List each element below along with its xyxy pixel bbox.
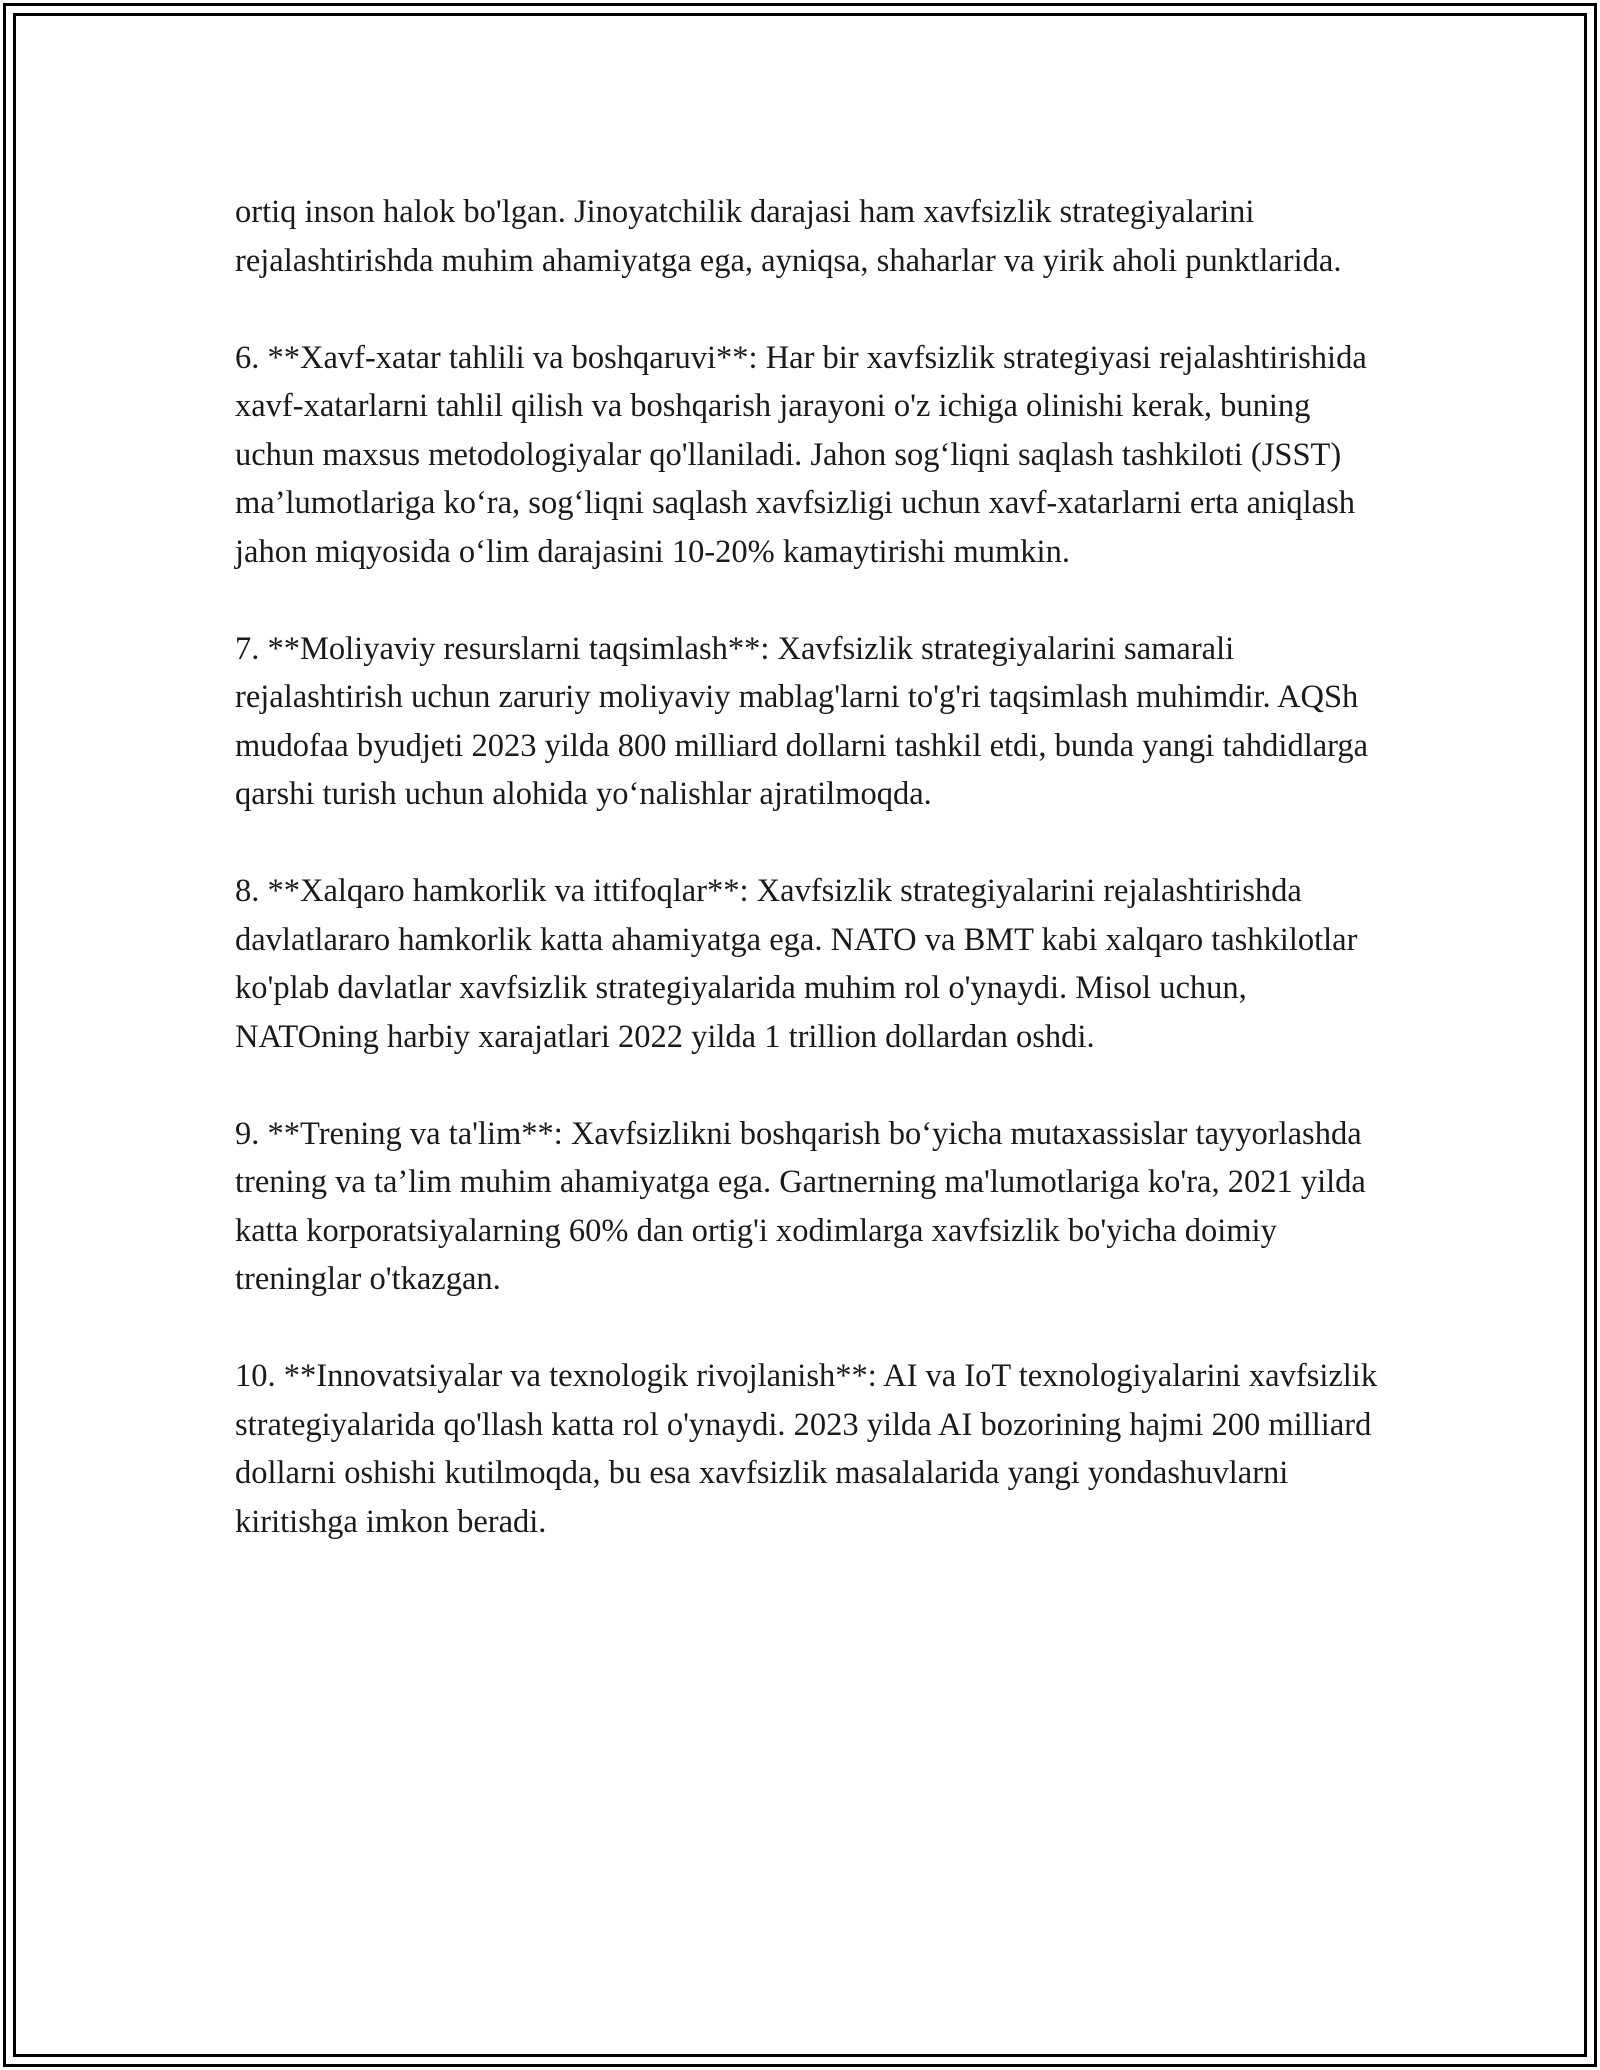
paragraph-item-9: 9. **Trening va ta'lim**: Xavfsizlikni boshqarish bo‘yicha mutaxassislar tayyorlashda trening va ta’lim muhim ahamiyatga ega. Gartnerning ma'lumotlariga ko'ra, 2021 yilda katta korporatsiyalarning 60% dan ortig'i xodimlarga xavfsizlik bo'yicha doimiy treninglar o'tkazgan. bbox=[235, 1115, 1366, 1297]
paragraph-item-10: 10. **Innovatsiyalar va texnologik rivojlanish**: AI va IoT texnologiyalarini xavfsizlik strategiyalarida qo'llash katta rol o'ynaydi. 2023 yilda AI bozorining hajmi 200 milliard dollarni oshishi kutilmoqda, bu esa xavfsizlik masalalarida yangi yondashuvlarni kiritishga imkon beradi. bbox=[235, 1358, 1378, 1540]
paragraph-item-7: 7. **Moliyaviy resurslarni taqsimlash**: Xavfsizlik strategiyalarini samarali rejalashtirish uchun zaruriy moliyaviy mablag'larni to'g'ri taqsimlash muhimdir. AQSh mudofaa byudjeti 2023 yilda 800 milliard dollarni tashkil etdi, bunda yangi tahdidlarga qarshi turish uchun alohida yo‘nalishlar ajratilmoqda. bbox=[235, 630, 1369, 812]
document-body bbox=[235, 188, 1380, 1595]
paragraph-item-8: 8. **Xalqaro hamkorlik va ittifoqlar**: Xavfsizlik strategiyalarini rejalashtirishda davlatlararo hamkorlik katta ahamiyatga ega. NATO va BMT kabi xalqaro tashkilotlar ko'plab davlatlar xavfsizlik strategiyalarida muhim rol o'ynaydi. Misol uchun, NATOning harbiy xarajatlari 2022 yilda 1 trillion dollardan oshdi. bbox=[235, 873, 1358, 1055]
paragraph-continuation: ortiq inson halok bo'lgan. Jinoyatchilik darajasi ham xavfsizlik strategiyalarini rejalashtirishda muhim ahamiyatga ega, ayniqsa, shaharlar va yirik aholi punktlarida. bbox=[235, 194, 1342, 279]
paragraph-item-6: 6. **Xavf-xatar tahlili va boshqaruvi**: Har bir xavfsizlik strategiyasi rejalashtirishida xavf-xatarlarni tahlil qilish va boshqarish jarayoni o'z ichiga olinishi kerak, buning uchun maxsus metodologiyalar qo'llaniladi. Jahon sog‘liqni saqlash tashkiloti (JSST) ma’lumotlariga ko‘ra, sog‘liqni saqlash xavfsizligi uchun xavf-xatarlarni erta aniqlash jahon miqyosida o‘lim darajasini 10-20% kamaytirishi mumkin. bbox=[235, 339, 1367, 570]
